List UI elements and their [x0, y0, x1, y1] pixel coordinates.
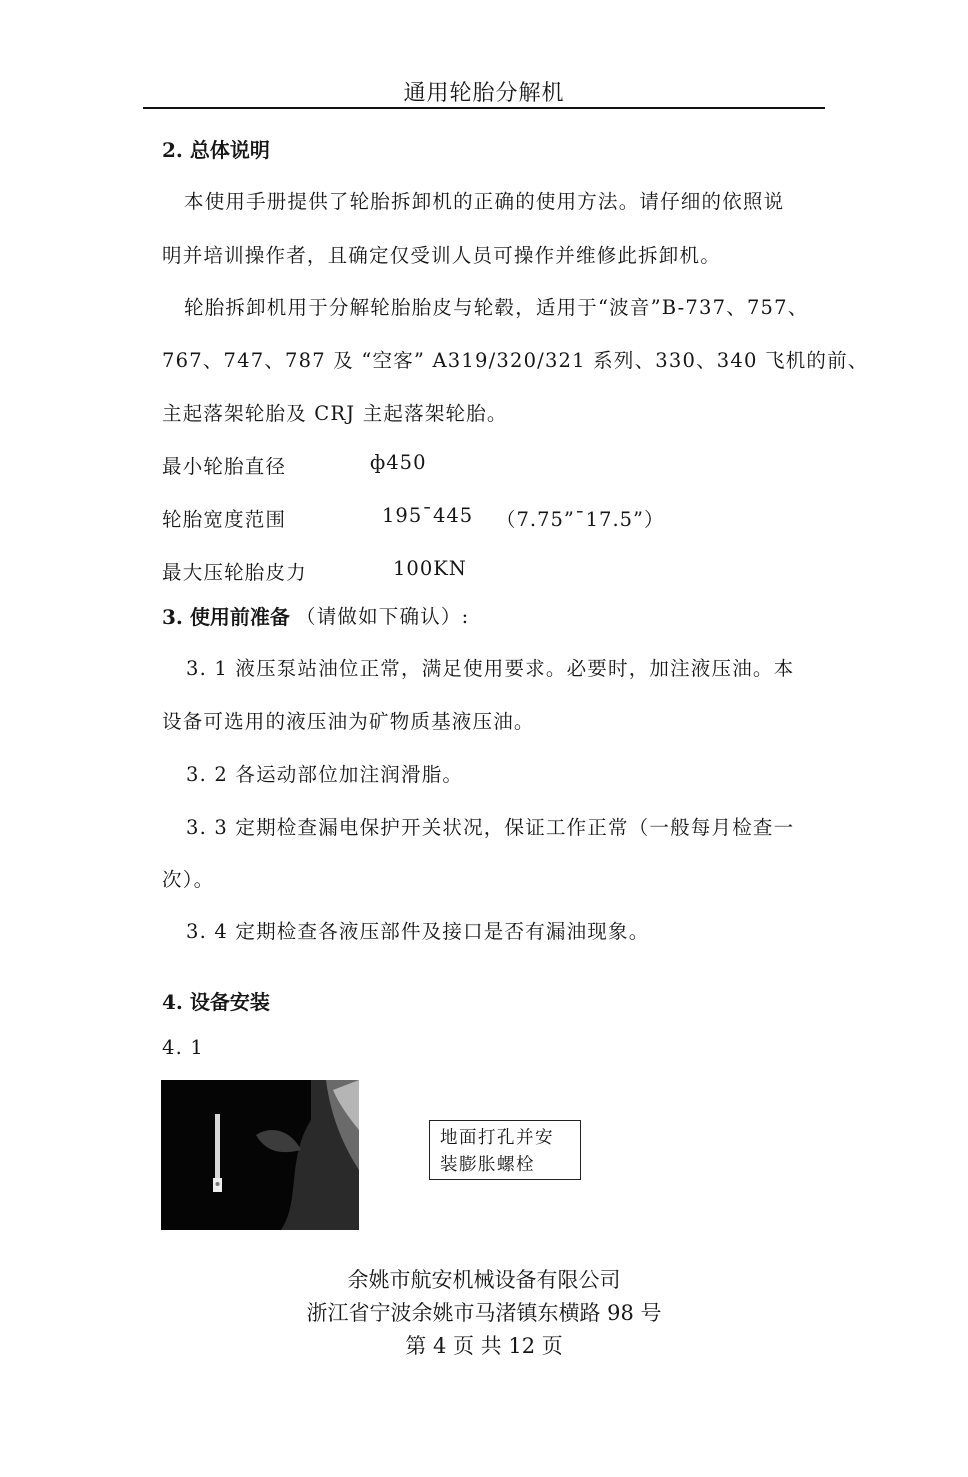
item-3-3-line2: 次）。 [162, 868, 215, 891]
spec-value-width-range-inches: （7.75”¯17.5”） [496, 508, 665, 531]
section-2-heading: 2. 总体说明 [162, 138, 270, 162]
spec-value-max-force: 100KN [393, 557, 467, 580]
section-4-1-label: 4. 1 [162, 1036, 205, 1059]
section-3-heading: 3. 使用前准备 [162, 605, 290, 629]
section-2-para2-line1: 轮胎拆卸机用于分解轮胎胎皮与轮毂，适用于“波音”B-737、757、 [184, 296, 809, 319]
section-2-para1-line1: 本使用手册提供了轮胎拆卸机的正确的使用方法。请仔细的依照说 [184, 190, 785, 213]
spec-label-min-diameter: 最小轮胎直径 [162, 455, 287, 478]
item-3-3-line1: 3. 3 定期检查漏电保护开关状况，保证工作正常（一般每月检查一 [186, 816, 795, 839]
item-3-2: 3. 2 各运动部位加注润滑脂。 [186, 763, 464, 786]
page-header-title: 通用轮胎分解机 [403, 81, 565, 106]
spec-value-min-diameter: ф450 [370, 451, 427, 474]
spec-label-max-force: 最大压轮胎皮力 [162, 561, 307, 584]
item-3-4: 3. 4 定期检查各液压部件及接口是否有漏油现象。 [186, 920, 650, 943]
footer-address: 浙江省宁波余姚市马渚镇东横路 98 号 [306, 1301, 662, 1325]
section-2-para2-line2: 767、747、787 及 “空客” A319/320/321 系列、330、340 飞机的前、 [162, 349, 869, 372]
callout-line-2: 装膨胀螺栓 [440, 1155, 535, 1175]
item-3-1-line2: 设备可选用的液压油为矿物质基液压油。 [162, 710, 535, 733]
installation-callout-box [429, 1120, 581, 1180]
installation-photo [161, 1080, 359, 1230]
section-2-para2-line3: 主起落架轮胎及 CRJ 主起落架轮胎。 [162, 402, 508, 425]
spec-label-width-range: 轮胎宽度范围 [162, 508, 287, 531]
footer-page-number: 第 4 页 共 12 页 [405, 1334, 563, 1358]
callout-line-1: 地面打孔并安 [440, 1128, 554, 1148]
footer-company: 余姚市航安机械设备有限公司 [347, 1268, 621, 1292]
header-divider [143, 107, 825, 109]
item-3-1-line1: 3. 1 液压泵站油位正常，满足使用要求。必要时，加注液压油。本 [186, 657, 795, 680]
section-2-para1-line2: 明并培训操作者，且确定仅受训人员可操作并维修此拆卸机。 [162, 244, 721, 267]
spec-value-width-range: 195¯445 [382, 504, 474, 527]
section-3-heading-note: （请做如下确认）: [296, 605, 470, 628]
section-4-heading: 4. 设备安装 [162, 990, 270, 1014]
